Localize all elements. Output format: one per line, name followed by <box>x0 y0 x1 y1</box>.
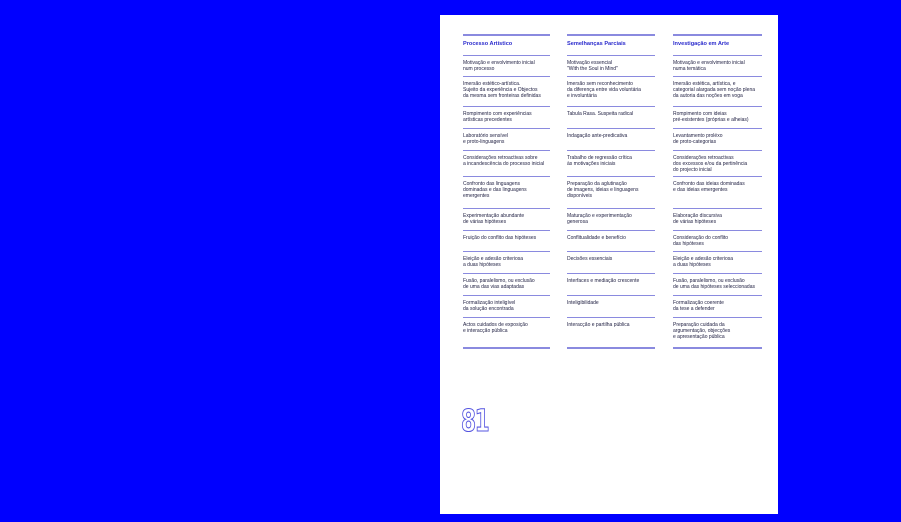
table-cell <box>567 150 655 176</box>
cell-line: Preparação da aglutinação <box>567 181 627 187</box>
table-cell <box>567 317 655 347</box>
cell-line: Fusão, paralelismo, ou exclusão <box>463 278 535 284</box>
cell-line: Inteligibilidade <box>567 300 599 306</box>
column-semelhancas-parciais <box>567 34 655 349</box>
cell-line: e proto-linguagens <box>463 139 505 146</box>
cell-line: Fruição do conflito das hipóteses <box>463 235 537 241</box>
column-header: Semelhanças Parciais <box>567 41 626 47</box>
table-cell <box>567 295 655 317</box>
table-cell <box>463 176 550 208</box>
cell-line: da autoria das noções em voga <box>673 93 743 100</box>
table-cell <box>673 150 762 176</box>
cell-line: "With the Soul in Mind" <box>567 66 618 73</box>
cell-line: Elaboração discursiva <box>673 213 722 219</box>
table-cell <box>673 295 762 317</box>
cell-line: numa temática <box>673 66 706 73</box>
column-bottom-rule <box>567 347 655 349</box>
cell-line: num processo <box>463 66 495 73</box>
table-cell <box>673 128 762 150</box>
cell-line: Conflitualidade e benefício <box>567 235 626 241</box>
document-page <box>440 15 778 514</box>
cell-line: Fusão, paralelismo, ou exclusão <box>673 278 745 284</box>
cell-line: dos excessos e/ou da pertinência <box>673 161 748 168</box>
table-cell <box>463 251 550 273</box>
cell-line: Preparação cuidada da <box>673 322 725 328</box>
table-cell <box>463 150 550 176</box>
cell-line: Maturação e experimentação <box>567 213 632 219</box>
column-bottom-rule <box>673 347 762 349</box>
table-cell <box>463 76 550 106</box>
cell-line: de uma das vias adaptadas <box>463 284 525 291</box>
cell-line: Experimentação abundante <box>463 213 525 219</box>
cell-line: Formalização inteligível <box>463 300 516 306</box>
table-cell <box>673 273 762 295</box>
cell-line: Imersão estético-artística. <box>463 81 521 87</box>
cell-line: das hipóteses <box>673 241 704 248</box>
cell-line: e das ideias emergentes <box>673 187 728 194</box>
table-cell <box>567 208 655 230</box>
cell-line: Trabalho de regressão crítica <box>567 155 632 161</box>
cell-line: do projecto inicial <box>673 167 712 174</box>
cell-line: de uma das hipóteses seleccionadas <box>673 284 755 291</box>
cell-line: emergentes <box>463 193 490 200</box>
cell-line: e involuntária <box>567 93 597 100</box>
table-cell <box>463 208 550 230</box>
column-header: Investigação em Arte <box>673 41 730 47</box>
table-cell <box>463 55 550 76</box>
cell-line: Motivação e envolvimento inicial <box>673 60 745 66</box>
cell-line: Sujeito da experiência e Objectos <box>463 87 538 94</box>
cell-line: generosa <box>567 219 588 226</box>
cell-line: Considerações retroactivas sobre <box>463 155 538 161</box>
cell-line: Confronto das ideias dominadas <box>673 181 745 187</box>
table-cell <box>567 106 655 128</box>
column-top-rule <box>673 34 762 36</box>
cell-line: Rompimento com experiências <box>463 111 532 117</box>
table-cell <box>567 55 655 76</box>
cell-line: Motivação e envolvimento inicial <box>463 60 535 66</box>
table-cell <box>673 317 762 347</box>
cell-line: de várias hipóteses <box>463 219 507 226</box>
cell-line: pré-existentes (próprias e alheias) <box>673 117 749 124</box>
cell-line: Confronto das linguagens <box>463 181 520 187</box>
cell-line: a duas hipóteses <box>463 262 501 269</box>
cell-line: Imersão estética, artística, e <box>673 81 736 87</box>
cell-line: Considerações retroactivas <box>673 155 734 161</box>
table-cell <box>673 55 762 76</box>
table-cell <box>673 106 762 128</box>
cell-line: Levantamento proléxo <box>673 133 723 139</box>
cell-line: de imagens, ideias e linguagens <box>567 187 639 194</box>
cell-line: às motivações iniciais <box>567 161 616 168</box>
table-cell <box>463 230 550 251</box>
cell-line: Tabula Rasa. Suspeita radical <box>567 111 634 117</box>
cell-line: Eleição e adesão criteriosa <box>673 256 734 262</box>
table-cell <box>463 317 550 347</box>
cell-line: a duas hipóteses <box>673 262 711 269</box>
cell-line: de proto-categorias <box>673 139 717 146</box>
table-cell <box>463 128 550 150</box>
cell-line: da solução encontrada <box>463 306 514 313</box>
cell-line: de várias hipóteses <box>673 219 717 226</box>
cell-line: da diferença entre vida voluntária <box>567 87 641 94</box>
cell-line: argumentação, objecções <box>673 328 731 335</box>
table-cell <box>673 251 762 273</box>
cell-line: categorial alargada sem noção plena <box>673 87 755 94</box>
column-header: Processo Artístico <box>463 41 513 47</box>
cell-line: Actos cuidados de exposição <box>463 322 528 328</box>
cell-line: Consideração do conflito <box>673 235 729 241</box>
cell-line: Imersão sem reconhecimento <box>567 81 633 87</box>
column-processo-artistico <box>463 34 550 349</box>
table-cell <box>567 251 655 273</box>
cell-line: dominadas e das linguagens <box>463 187 527 194</box>
cell-line: Interfaces e mediação crescente <box>567 278 640 284</box>
column-investigacao-em-arte <box>673 34 762 349</box>
column-top-rule <box>463 34 550 36</box>
table-cell <box>567 128 655 150</box>
column-top-rule <box>567 34 655 36</box>
cell-line: Rompimento com ideias <box>673 111 727 117</box>
page-number: 81 <box>461 404 489 439</box>
cell-line: Eleição e adesão criteriosa <box>463 256 524 262</box>
table-cell <box>673 230 762 251</box>
table-cell <box>567 176 655 208</box>
table-cell <box>673 176 762 208</box>
table-cell <box>463 295 550 317</box>
table-cell <box>567 273 655 295</box>
column-bottom-rule <box>463 347 550 349</box>
table-cell <box>567 230 655 251</box>
cell-line: da tese a defender <box>673 306 715 313</box>
cell-line: da mesma sem fronteiras definidas <box>463 93 541 100</box>
cell-line: Indagação ante-predicativa <box>567 133 628 139</box>
table-cell <box>463 106 550 128</box>
cell-line: Formalização coerente <box>673 300 724 306</box>
cell-line: e apresentação pública <box>673 334 725 341</box>
cell-line: Interacção e partilha pública <box>567 322 630 328</box>
table-cell <box>673 208 762 230</box>
cell-line: a incandescência do processo inicial <box>463 161 545 168</box>
table-cell <box>673 76 762 106</box>
cell-line: Motivação essencial <box>567 60 613 66</box>
table-cell <box>463 273 550 295</box>
cell-line: Laboratório sensível <box>463 133 509 139</box>
table-cell <box>567 76 655 106</box>
cell-line: e interacção pública <box>463 328 508 335</box>
cell-line: disponíveis <box>567 193 593 200</box>
cell-line: artísticas precedentes <box>463 117 512 124</box>
cell-line: Decisões essenciais <box>567 256 613 262</box>
